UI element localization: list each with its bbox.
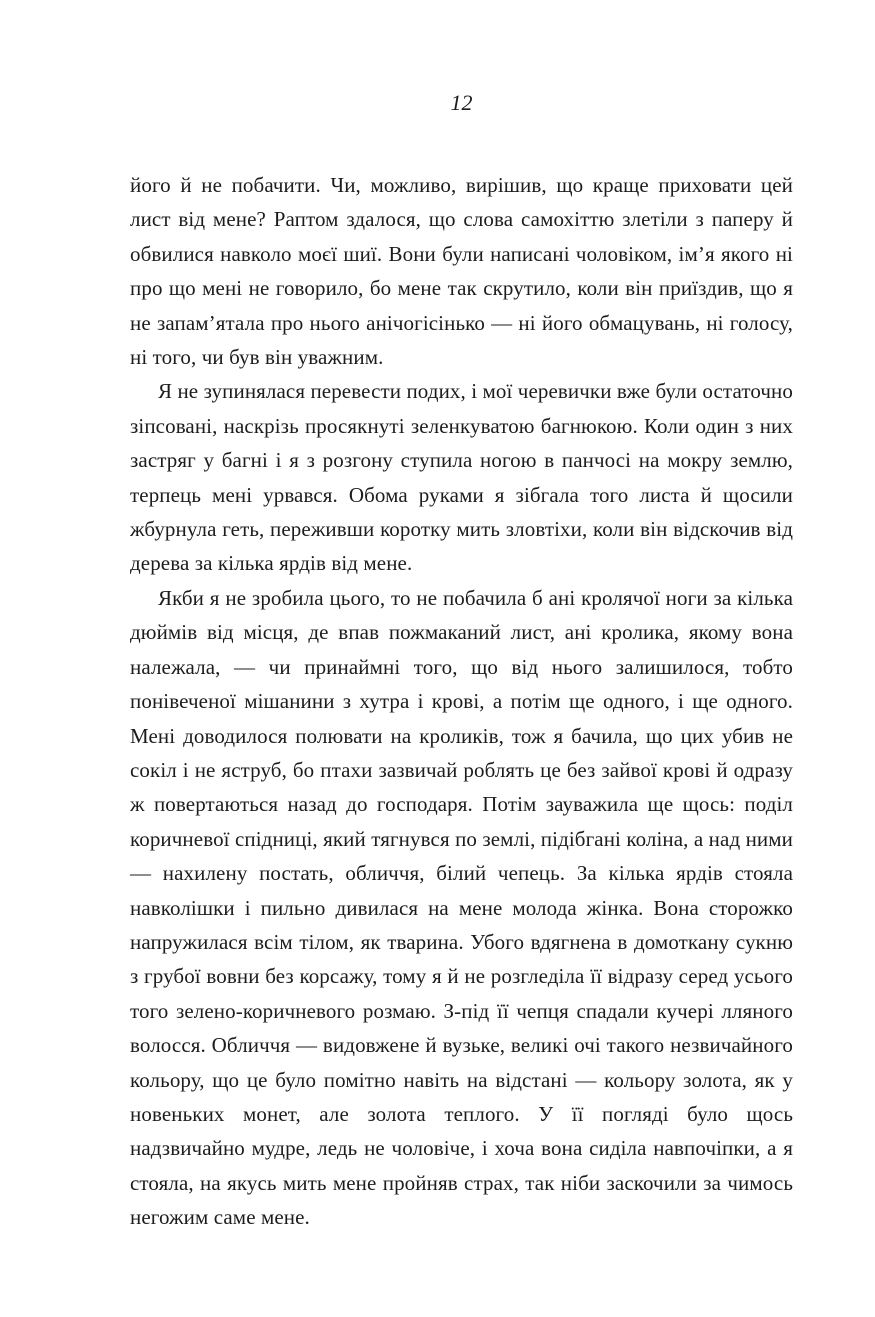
paragraph: Я не зупинялася перевести подих, і мої черевички вже були остаточно зіпсовані, наскрізь просякнуті зеленкуватою багнюкою. Коли один з них застряг у багні і я з розгону ступила ногою в панчосі на мокру землю, терпець мені урвався. Обома руками я зібгала того листа й щосили жбурнула геть, переживши коротку мить зловтіхи, коли він відскочив від дерева за кілька ярдів від мене. bbox=[130, 379, 793, 576]
page-text bbox=[130, 168, 793, 1235]
page-number: 12 bbox=[450, 90, 473, 115]
paragraph-continuation: його й не побачити. Чи, можливо, вирішив, що краще приховати цей лист від мене? Раптом здалося, що слова самохіттю злетіли з паперу й обвилися навколо моєї шиї. Вони були написані чоловіком, ім’я якого ні про що мені не говорило, бо мене так скрутило, коли він приїздив, що я не запам’ятала про нього анічогісінько — ні його обмацувань, ні голосу, ні того, чи був він уважним. bbox=[130, 173, 793, 370]
paragraph: Якби я не зробила цього, то не побачила б ані кролячої ноги за кілька дюймів від місця, де впав пожмаканий лист, ані кролика, якому вона належала, — чи принаймні того, що від нього залишилося, тобто понівеченої мішанини з хутра і крові, а потім ще одного, і ще одного. Мені доводилося полювати на кроликів, тож я бачила, що цих убив не сокіл і не яструб, бо птахи зазвичай роблять це без зайвої крові й одразу ж повертаються назад до господаря. Потім зауважила ще щось: поділ коричневої спідниці, який тягнувся по землі, підібгані коліна, а над ними — нахилену постать, обличчя, білий чепець. За кілька ярдів стояла навколішки і пильно дивилася на мене молода жінка. Вона сторожко напружилася всім тілом, як тварина. Убого вдягнена в домоткану сукню з грубої вовни без корсажу, тому я й не розгледіла її відразу серед усього того зелено-коричневого розмаю. З-під її чепця спадали кучері лляного волосся. Обличчя — видовжене й вузьке, великі очі такого незвичайного кольору, що це було помітно навіть на відстані — кольору золота, як у новеньких монет, але золота теплого. У її погляді було щось надзвичайно мудре, ледь не чоловіче, і хоча вона сиділа навпочіпки, а я стояла, на якусь мить мене пройняв страх, так ніби заскочили за чимось негожим саме мене. bbox=[130, 585, 793, 1230]
